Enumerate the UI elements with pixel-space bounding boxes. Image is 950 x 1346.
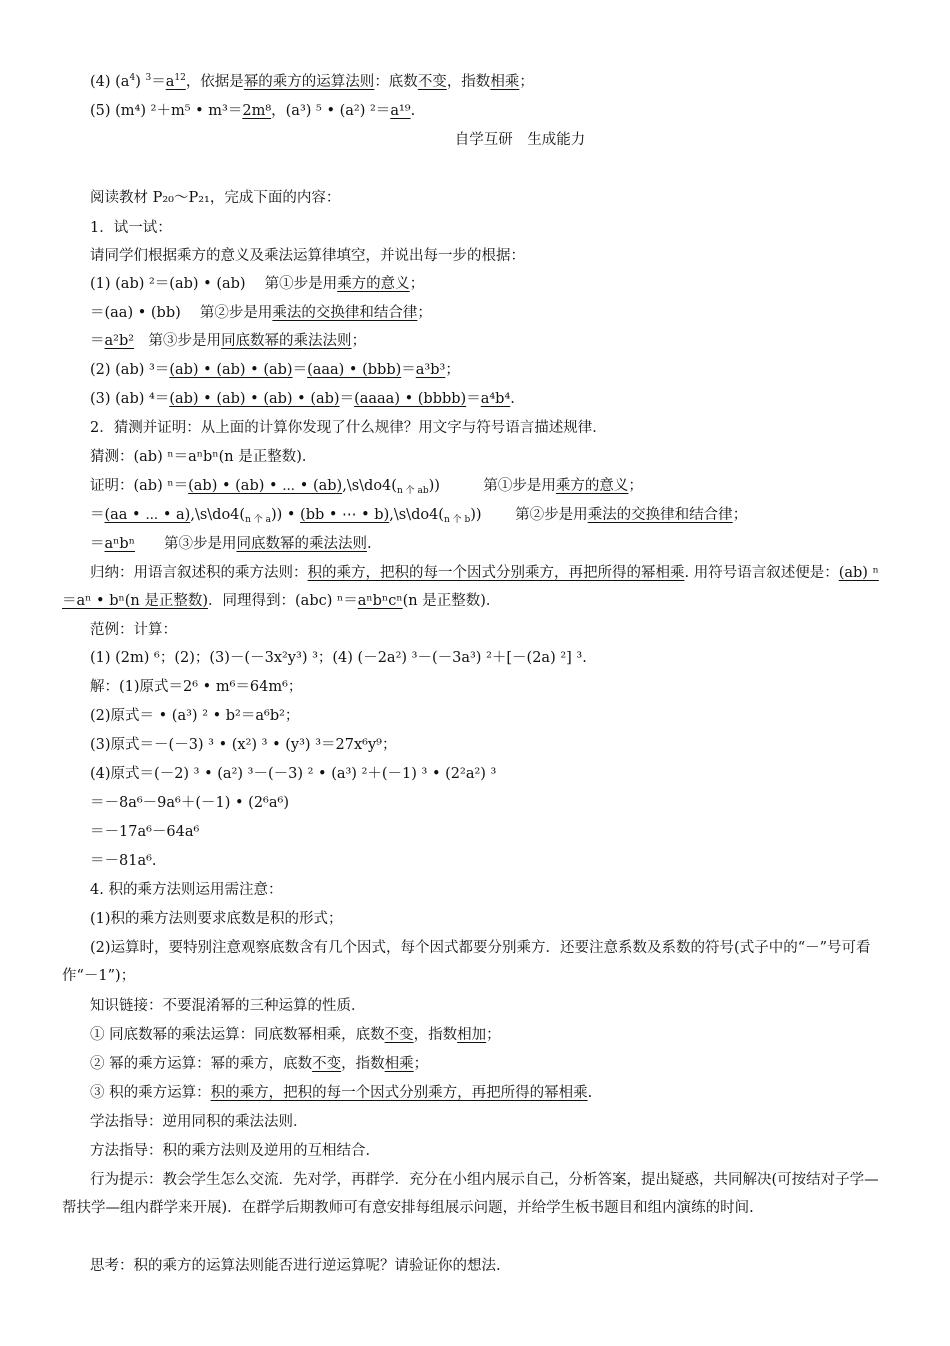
answer-blank: (ab) • (ab) • ⋯ • (ab) <box>188 478 343 494</box>
heading-guess: 2．猜测并证明：从上面的计算你发现了什么规律？用文字与符号语言描述规律． <box>90 420 607 436</box>
text: 3 <box>145 73 152 83</box>
section-title: 自学互研 生成能力 <box>454 132 586 148</box>
solution-line: 解：(1)原式＝2⁶ • m⁶＝64m⁶； <box>90 679 303 695</box>
solution-line: (3)原式＝－(－3) ³ • (x²) ³ • (y³) ³＝27x⁶y⁹； <box>90 737 397 753</box>
text: ，指数 <box>446 74 491 90</box>
solution-line: ＝－81a⁶. <box>90 853 157 869</box>
knowledge-item-1: ① 同底数幂的乘法运算：同底数幂相乘，底数不变，指数相加； <box>90 1027 501 1043</box>
text: ＝ <box>151 74 166 90</box>
answer-blank: 积的乘方，把积的每一个因式分别乘方，再把所得的幂相乘 <box>307 565 685 581</box>
text: 4 <box>129 73 136 83</box>
answer-blank: (ab) ⁿ＝aⁿ • bⁿ(n 是正整数) <box>62 565 879 609</box>
knowledge-item-3: ③ 积的乘方运算：积的乘方，把积的每一个因式分别乘方，再把所得的幂相乘. <box>90 1085 593 1101</box>
solution-line: (4)原式＝(－2) ³ • (a²) ³－(－3) ² • (a³) ²＋(－1) ³ • (2²a²) ³ <box>90 766 497 782</box>
example-heading: 范例：计算： <box>90 622 177 638</box>
answer-blank: (aa • ⋯ • a) <box>104 507 191 523</box>
example-question: (1) (2m) ⁶；(2)；(3)－(－3x²y³) ³；(4) (－2a²) ³－(－3a³) ²＋[－(2a) ²] ³. <box>90 650 587 666</box>
try-row-1: (1) (ab) ²＝(ab) • (ab) 第①步是用乘方的意义； <box>90 276 425 292</box>
answer-blank: 相乘 <box>490 74 520 90</box>
guess-line: 猜测：(ab) ⁿ＝aⁿbⁿ(n 是正整数)． <box>90 449 317 465</box>
proof-row-2: ＝(aa • ⋯ • $a),\backslash s\backslash do4(_{n 个 a})$) • (bb • ⋯ • $b),\backslash s\backslash do4(_{n 个 b})$) 第②步是用乘法的交换律和结合律； <box>90 507 748 525</box>
answer-blank: a²b² <box>104 333 135 349</box>
answer-blank: (aaaa) • (bbbb) <box>354 391 467 407</box>
method-guide: 方法指导：积的乘方法则及逆用的互相结合． <box>90 1143 380 1159</box>
answer-blank: 积的乘方，把积的每一个因式分别乘方，再把所得的幂相乘 <box>210 1085 588 1101</box>
line-item-5 <box>90 101 888 121</box>
answer-blank: 不变 <box>417 74 447 90</box>
text: . <box>410 103 416 119</box>
answer-blank: $a^{12}$ <box>165 73 186 90</box>
text: ； <box>519 74 534 90</box>
try-row-4: (2) (ab) ³＝(ab) • (ab) • (ab)＝(aaa) • (bbb)＝a³b³； <box>90 362 460 378</box>
behavior-tip: 行为提示：教会学生怎么交流．先对学，再群学．充分在小组内展示自己，分析答案，提出疑惑，共同解决(可按结对子学—帮扶学—组内群学来开展)．在群学后期教师可有意安排每组展示问题，并给学生板书题目和组内演练的时间. <box>62 1172 879 1216</box>
solution-line: ＝－8a⁶－9a⁶＋(－1) • (2⁶a⁶) <box>90 795 289 811</box>
try-row-2: ＝(aa) • (bb) 第②步是用乘法的交换律和结合律； <box>90 305 432 321</box>
answer-blank: 不变 <box>312 1056 342 1072</box>
text: (4) (a <box>90 74 130 90</box>
knowledge-item-2: ② 幂的乘方运算：幂的乘方，底数不变，指数相乘； <box>90 1056 429 1072</box>
solution-line: ＝－17a⁶－64a⁶ <box>90 824 200 840</box>
answer-blank: 乘方的意义 <box>555 478 629 494</box>
summary-paragraph: 归纳：用语言叙述积的乘方法则：积的乘方，把积的每一个因式分别乘方，再把所得的幂相乘. 用符号语言叙述便是：(ab) ⁿ＝aⁿ • bⁿ(n 是正整数)．同理得到：(abc) ⁿ＝aⁿbⁿcⁿ(n 是正整数)． <box>62 565 879 609</box>
think-prompt: 思考：积的乘方的运算法则能否进行逆运算呢？请验证你的想法. <box>90 1258 501 1274</box>
answer-blank: 同底数幂的乘法法则 <box>221 333 352 349</box>
heading-try: 1．试一试： <box>90 220 172 236</box>
answer-blank: a⁴b⁴ <box>480 391 511 407</box>
reading-instruction: 阅读教材 P₂₀～P₂₁，完成下面的内容： <box>90 190 341 206</box>
text: ，(a³) ⁵ • (a²) ²＝ <box>271 103 391 119</box>
answer-blank: 同底数幂的乘法法则 <box>236 536 367 552</box>
answer-blank: (ab) • (ab) • (ab) <box>169 362 293 378</box>
proof-row-1: 证明：(ab) ⁿ＝(ab) • (ab) • ⋯ • $(ab),\backslash s\backslash do4(_{n 个 ab})$) 第①步是用乘方的意义； <box>90 478 643 496</box>
text: (5) (m⁴) ²＋m⁵ • m³＝ <box>90 103 243 119</box>
notes-heading: 4. 积的乘方法则运用需注意： <box>90 882 283 898</box>
answer-blank: 不变 <box>384 1027 414 1043</box>
try-row-5: (3) (ab) ⁴＝(ab) • (ab) • (ab) • (ab)＝(aaaa) • (bbbb)＝a⁴b⁴. <box>90 391 515 407</box>
note-line: (1)积的乘方法则要求底数是积的形式； <box>90 911 343 927</box>
note-paragraph: (2)运算时，要特别注意观察底数含有几个因式，每个因式都要分别乘方．还要注意系数及系数的符号(式子中的“－”号可看作“－1”)； <box>62 940 871 984</box>
answer-blank: a³b³ <box>415 362 446 378</box>
answer-blank: a¹⁹ <box>390 103 411 119</box>
answer-blank: aⁿbⁿcⁿ <box>357 593 403 609</box>
solution-line: (2)原式＝ • (a³) ² • b²＝a⁶b²； <box>90 708 300 724</box>
answer-blank: 相乘 <box>384 1056 414 1072</box>
answer-blank: aⁿbⁿ <box>104 536 135 552</box>
answer-blank: (aaa) • (bbb) <box>307 362 402 378</box>
proof-row-3: ＝aⁿbⁿ 第③步是用同底数幂的乘法法则. <box>90 536 372 552</box>
answer-blank: 乘法的交换律和结合律 <box>587 507 733 523</box>
answer-blank: 乘法的交换律和结合律 <box>272 305 418 321</box>
text: ，依据是 <box>185 74 244 90</box>
text: ) <box>135 74 146 90</box>
answer-blank: 乘方的意义 <box>337 276 410 292</box>
answer-blank: 幂的乘方的运算法则 <box>243 74 375 90</box>
answer-blank: (ab) • (ab) • (ab) • (ab) <box>169 391 340 407</box>
text: ：底数 <box>374 74 418 90</box>
try-intro: 请同学们根据乘方的意义及乘法运算律填空，并说出每一步的根据： <box>90 248 525 264</box>
answer-blank: (bb • ⋯ • b) <box>300 507 390 523</box>
try-row-3: ＝a²b² 第③步是用同底数幂的乘法法则； <box>90 333 367 349</box>
knowledge-link: 知识链接：不要混淆幂的三种运算的性质． <box>90 998 366 1014</box>
answer-blank: 2m⁸ <box>242 103 272 119</box>
answer-blank: 相加 <box>457 1027 487 1043</box>
line-item-4 <box>90 72 888 92</box>
study-guide: 学法指导：逆用同积的乘法法则． <box>90 1114 308 1130</box>
